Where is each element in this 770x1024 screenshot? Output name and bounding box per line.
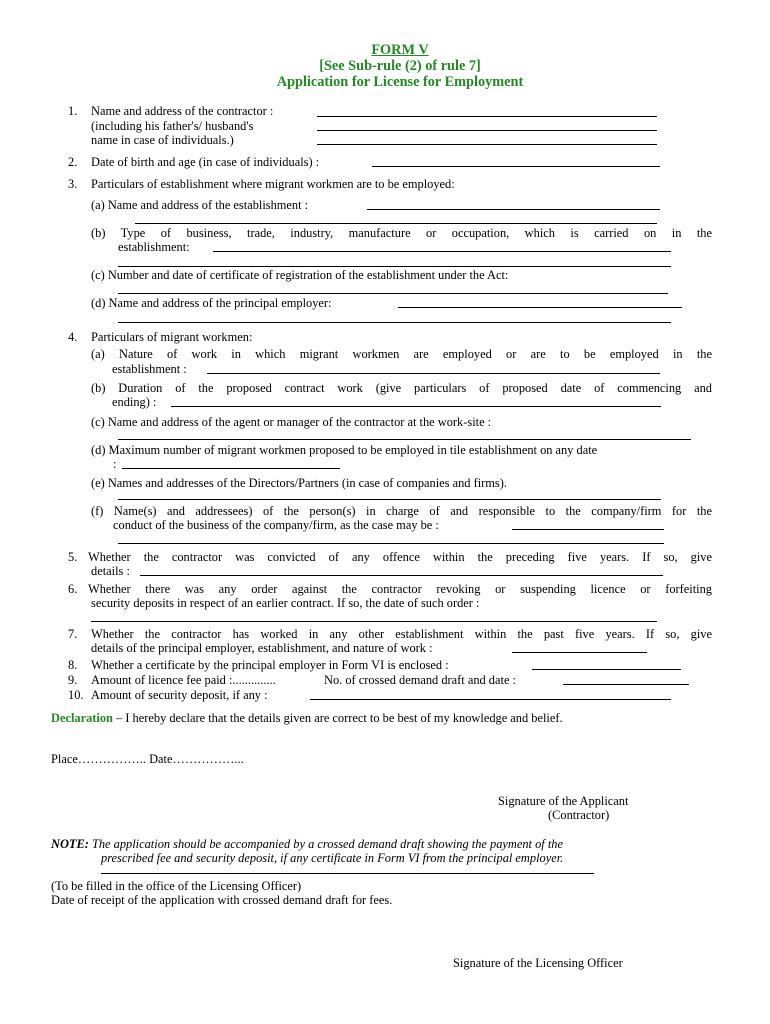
form-title: Application for License for Employment [276, 74, 524, 90]
item-4d-label-2: : [113, 457, 117, 471]
item-5-label-2: details : [91, 564, 130, 578]
item-8-label: Whether a certificate by the principal employer in Form VI is enclosed : [91, 658, 449, 672]
item-3b-label: (b) Type of business, trade, industry, manufacture or occupation, which is carried on in the [91, 226, 712, 240]
item-4b-label-2: ending) : [112, 395, 157, 409]
licensing-officer-signature-label: Signature of the Licensing Officer [453, 956, 623, 970]
note [51, 837, 563, 852]
note-text: The application should be accompanied by a crossed demand draft showing the payment of the [88, 837, 563, 851]
item-7-label-2: details of the principal employer, establishment, and nature of work : [91, 641, 433, 655]
item-4d-label: (d) Maximum number of migrant workmen proposed to be employed in tile establishment on any date [91, 443, 598, 457]
business-type-field-2[interactable] [118, 266, 671, 267]
item-1-sublabel: (including his father's/ husband's [91, 119, 254, 133]
item-6-label: Whether there was any order against the contractor revoking or suspending licence or forfeiting [88, 582, 712, 596]
directors-partners-field[interactable] [118, 499, 661, 500]
applicant-signature-label: Signature of the Applicant [498, 794, 629, 808]
item-4f-label: (f) Name(s) and addressees) of the person(s) in charge of and responsible to the company/firm for the [91, 504, 712, 518]
revocation-order-field[interactable] [91, 621, 657, 622]
place-date: Place…………….. Date……………... [51, 752, 244, 766]
item-10-number: 10. [68, 688, 84, 702]
item-3d-label: (d) Name and address of the principal employer: [91, 296, 332, 310]
agent-manager-field[interactable] [118, 439, 691, 440]
declaration [51, 711, 563, 726]
item-1-number: 1. [68, 104, 78, 118]
declaration-label: Declaration [51, 711, 113, 725]
applicant-contractor-label: (Contractor) [548, 808, 610, 822]
conviction-details-field[interactable] [140, 575, 663, 576]
demand-draft-field[interactable] [563, 684, 689, 685]
item-6-label-2: security deposits in respect of an earlier contract. If so, the date of such order : [91, 596, 480, 610]
item-9-label-fee: Amount of licence fee paid :.............. [91, 673, 276, 687]
receipt-date-label: Date of receipt of the application with crossed demand draft for fees. [51, 893, 393, 907]
item-2-label: Date of birth and age (in case of individuals) : [91, 155, 320, 169]
form-number: FORM V [371, 42, 429, 58]
item-4f-label-2: conduct of the business of the company/firm, as the case may be : [113, 518, 439, 532]
establishment-name-field[interactable] [367, 209, 660, 210]
item-3-label: Particulars of establishment where migrant workmen are to be employed: [91, 177, 455, 191]
item-5-label: Whether the contractor was convicted of any offence within the preceding five years. If so, give [88, 550, 712, 564]
contractor-name-field[interactable] [317, 116, 657, 117]
contract-duration-field[interactable] [171, 406, 661, 407]
item-7-label: Whether the contractor has worked in any other establishment within the past five years. If so, give [91, 627, 712, 641]
security-deposit-field[interactable] [310, 699, 671, 700]
declaration-text: – I hereby declare that the details given are correct to be best of my knowledge and belief. [112, 711, 563, 725]
person-in-charge-field-2[interactable] [118, 543, 664, 544]
item-1-sublabel-2: name in case of individuals.) [91, 133, 234, 147]
item-10-label: Amount of security deposit, if any : [91, 688, 268, 702]
item-4a-label-2: establishment : [112, 362, 187, 376]
dob-age-field[interactable] [372, 166, 660, 167]
item-4b-label: (b) Duration of the proposed contract work (give particulars of proposed date of commencing and [91, 381, 712, 395]
note-text-2: prescribed fee and security deposit, if any certificate in Form VI from the principal employer. [101, 851, 564, 865]
item-9-label-draft: No. of crossed demand draft and date : [324, 673, 516, 687]
max-workmen-field[interactable] [122, 468, 340, 469]
office-use-label: (To be filled in the office of the Licensing Officer) [51, 879, 302, 893]
item-7-number: 7. [68, 627, 78, 641]
item-4e-label: (e) Names and addresses of the Directors/Partners (in case of companies and firms). [91, 476, 507, 490]
contractor-address-field-3[interactable] [317, 144, 657, 145]
form-vi-certificate-field[interactable] [532, 669, 681, 670]
nature-of-work-field[interactable] [207, 373, 660, 374]
item-4a-label: (a) Nature of work in which migrant workmen are employed or are to be employed in the [91, 347, 712, 361]
item-3b-label-2: establishment: [118, 240, 190, 254]
item-4-label: Particulars of migrant workmen: [91, 330, 253, 344]
establishment-address-field[interactable] [135, 223, 657, 224]
person-in-charge-field[interactable] [512, 529, 664, 530]
item-2-number: 2. [68, 155, 78, 169]
note-label: NOTE: [51, 837, 89, 851]
registration-certificate-field[interactable] [118, 293, 668, 294]
item-9-number: 9. [68, 673, 78, 687]
note-divider [101, 873, 594, 874]
previous-work-field[interactable] [512, 652, 647, 653]
form-rule: [See Sub-rule (2) of rule 7] [319, 58, 481, 74]
item-6-number: 6. [68, 582, 78, 596]
item-5-number: 5. [68, 550, 78, 564]
item-8-number: 8. [68, 658, 78, 672]
item-1-label: Name and address of the contractor : [91, 104, 274, 118]
item-4c-label: (c) Name and address of the agent or manager of the contractor at the work-site : [91, 415, 492, 429]
principal-employer-field[interactable] [398, 307, 682, 308]
item-3c-label: (c) Number and date of certificate of registration of the establishment under the Act: [91, 268, 509, 282]
item-3a-label: (a) Name and address of the establishment : [91, 198, 309, 212]
item-4-number: 4. [68, 330, 78, 344]
contractor-address-field-2[interactable] [317, 130, 657, 131]
item-3-number: 3. [68, 177, 78, 191]
principal-employer-field-2[interactable] [118, 322, 671, 323]
business-type-field[interactable] [213, 251, 671, 252]
